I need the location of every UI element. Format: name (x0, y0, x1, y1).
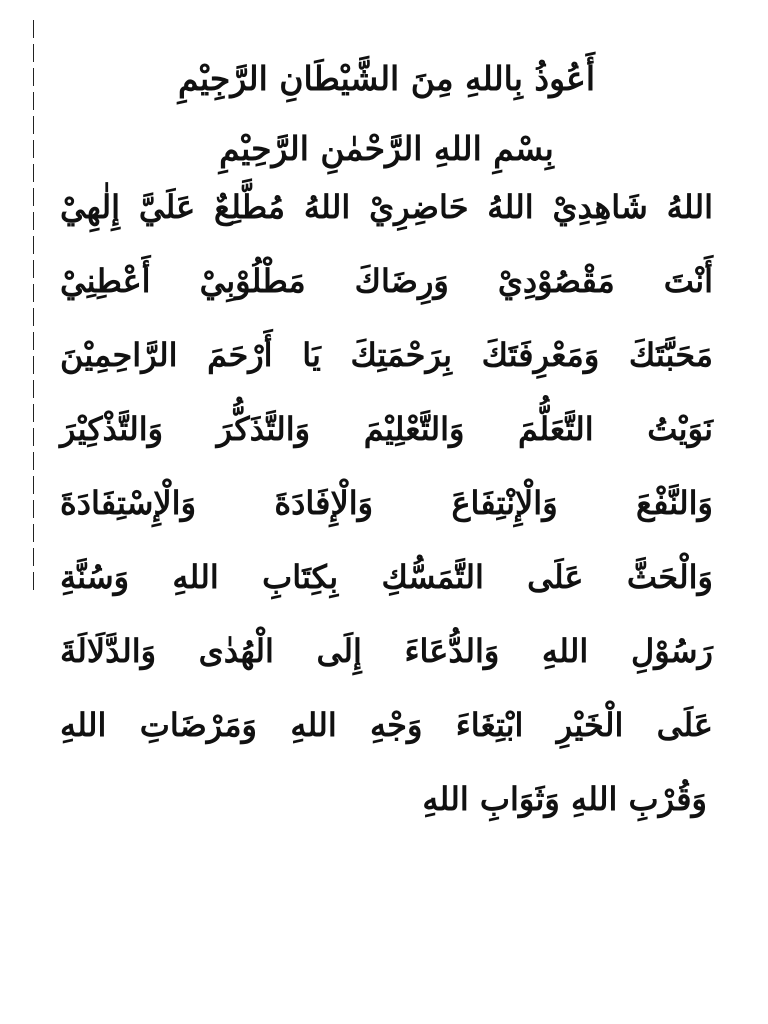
text-line: وَالنَّفْعَ وَالْإِنْتِفَاعَ وَالْإِفَادَةَ وَالْإِسْتِفَادَةَ (60, 484, 713, 522)
text-line: عَلَى الْخَيْرِ ابْتِغَاءَ وَجْهِ اللهِ وَمَرْضَاتِ اللهِ (60, 706, 713, 744)
text-line: مَحَبَّتَكَ وَمَعْرِفَتَكَ بِرَحْمَتِكَ يَا أَرْحَمَ الرَّاحِمِيْنَ (60, 336, 713, 374)
arabic-text-block (60, 58, 713, 852)
text-line: أَنْتَ مَقْصُوْدِيْ وَرِضَاكَ مَطْلُوْبِيْ أَعْطِنِيْ (60, 262, 713, 300)
text-line: نَوَيْتُ التَّعَلُّمَ وَالتَّعْلِيْمَ وَالتَّذَكُّرَ وَالتَّذْكِيْرَ (60, 410, 713, 448)
text-line: وَالْحَثَّ عَلَى التَّمَسُّكِ بِكِتَابِ اللهِ وَسُنَّةِ (60, 558, 713, 596)
text-line: رَسُوْلِ اللهِ وَالدُّعَاءَ إِلَى الْهُدٰى وَالدَّلَالَةَ (60, 632, 713, 670)
basmala-line: بِسْمِ اللهِ الرَّحْمٰنِ الرَّحِيْمِ (219, 129, 554, 168)
taawwudh-line: أَعُوذُ بِاللهِ مِنَ الشَّيْطَانِ الرَّجِيْمِ (178, 59, 595, 98)
margin-rule (33, 20, 34, 595)
text-line: اللهُ شَاهِدِيْ اللهُ حَاضِرِيْ اللهُ مُطَّلِعٌ عَلَيَّ إِلٰهِيْ (60, 188, 713, 226)
text-line: وَقُرْبِ اللهِ وَثَوَابِ اللهِ (422, 780, 707, 818)
